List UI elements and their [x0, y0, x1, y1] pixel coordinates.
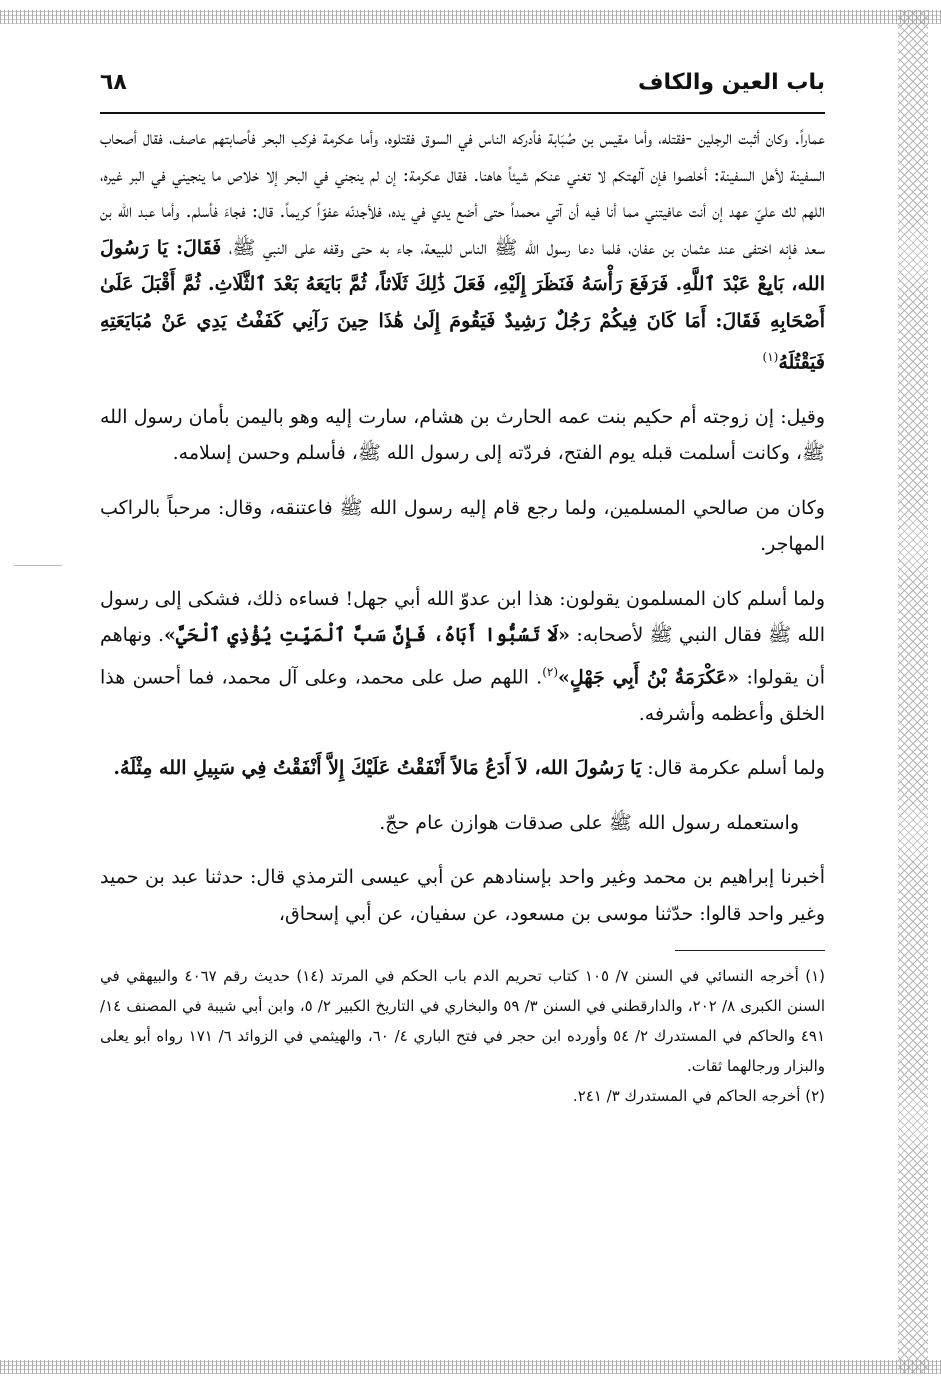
paragraph-text: ولما أسلم عكرمة قال: — [641, 757, 825, 780]
quoted-hadith-text: يَا رَسُولَ الله، لاَ أَدَعُ مَالاً أَنْفَقْتُ عَلَيْكَ إِلاَّ أَنْفَقْتُ فِي سَبِيلِ الله مِثْلَهُ. — [113, 757, 642, 780]
footnote-ref: (١) — [762, 350, 779, 364]
paragraph-text: عماراً. وكان أثبت الرجلين -فقتله، وأما مقيس بن صُبَابة فأدركه الناس في السوق فقتلوه، وأما عكرمة فركب البحر فأصابتهم عاصف، فقال أصحاب السفينة لأهل السفينة: أخلصوا فإن آلهتكم لا تغني عنكم شيئاً هاهنا. فقال عكرمة: إن لم ينجني في البحر إلا خلاص ما ينجيني في البر غيره، اللهم لك عليّ عهد إن أنت عافيتني مما أنا فيه أن آتي محمداً حتى أضع يدي في يده، فلأجدنّه عفوّاً كريماً. قال: فجاءَ فأسلم. وأما عبد الله بن سعد فإنه اختفى عند عثمان بن عفان، فلما دعا رسول الله ﷺ الناس للبيعة، جاء به حتى وقفه على النبي ﷺ، — [100, 127, 825, 259]
paragraph — [100, 581, 825, 732]
paragraph — [100, 399, 825, 472]
paragraph-text: ولما أسلم كان المسلمون يقولون: هذا ابن عدوّ الله أبي جهل! فساءه ذلك، فشكى إلى رسول الله ﷺ فقال النبي ﷺ لأصحابه: — [100, 587, 825, 647]
footnote: (١) أخرجه النسائي في السنن ٧/ ١٠٥ كتاب تحريم الدم باب الحكم في المرتد (١٤) حديث رقم ٤٠٦٧ والبيهقي في السنن الكبرى ٨/ ٢٠٢، والدارقطني في السنن ٣/ ٥٩ والبخاري في التاريخ الكبير ٢/ ٥، وابن أبي شيبة في المصنف ١٤/ ٤٩١ والحاكم في المستدرك ٢/ ٥٤ وأورده ابن حجر في فتح الباري ٤/ ٦٠، والهيثمي في الزوائد ٦/ ١٧١ رواه أبو يعلى والبزار ورجالهما ثقات. — [100, 967, 826, 1076]
decorative-border-right — [898, 10, 928, 1374]
paragraph — [100, 490, 825, 563]
header-rule — [100, 112, 825, 114]
paragraph — [100, 750, 825, 787]
decorative-border-top — [0, 10, 941, 24]
paragraph-text: واستعمله رسول الله ﷺ على صدقات هوازن عام حجّ. — [379, 811, 799, 834]
margin-mark — [14, 565, 62, 566]
running-title: باب العين والكاف — [637, 70, 825, 95]
footnote: (٢) أخرجه الحاكم في المستدرك ٣/ ٢٤١. — [572, 1087, 825, 1106]
paragraph-text: وقيل: إن زوجته أم حكيم بنت عمه الحارث بن هشام، سارت إليه وهو باليمن بأمان رسول الله ﷺ، وكانت أسلمت قبله يوم الفتح، فردّته إلى رسول الله ﷺ، فأسلم وحسن إسلامه. — [100, 405, 825, 465]
book-page — [100, 70, 825, 1111]
paragraph — [100, 805, 825, 842]
paragraph-text: أخبرنا إبراهيم بن محمد وغير واحد بإسنادهم عن أبي عيسى الترمذي قال: حدثنا عبد بن حميد وغير واحد قالوا: حدّثنا موسى بن مسعود، عن سفيان، عن أبي إسحاق، — [100, 866, 825, 925]
footnotes — [100, 961, 825, 1111]
paragraph-text: وكان من صالحي المسلمين، ولما رجع قام إليه رسول الله ﷺ فاعتنقه، وقال: مرحباً بالراكب المهاجر. — [100, 496, 825, 556]
quoted-hadith-text: «لَا تَسُبُّوا أَبَاهُ، فَإِنَّ سَبَّ ٱلْمَيِّتِ يُؤْذِي ٱلْحَيَّ» — [164, 624, 571, 647]
footnote-ref: (٢) — [542, 664, 559, 679]
decorative-border-bottom — [0, 1360, 941, 1374]
body-text — [100, 120, 825, 932]
page-header — [100, 70, 825, 110]
quoted-hadith-text: فَقَالَ: يَا رَسُولَ الله، بَايِعْ عَبْدَ ٱللَّهِ. فَرَفَعَ رَأْسَهُ فَنَظَرَ إِلَيْهِ، فَعَلَ ذَٰلِكَ ثَلَاثاً، ثُمَّ بَايَعَهُ بَعْدَ ٱلثَّلَاثِ. ثُمَّ أَقْبَلَ عَلَىٰ أَصْحَابِهِ فَقَالَ: أَمَا كَانَ فِيكُمْ رَجُلٌ رَشِيدٌ فَيَقُومَ إِلَىٰ هَٰذَا حِينَ رَآنِي كَفَفْتُ يَدِي عَنْ مُبَايَعَتِهِ فَيَقْتُلَهُ — [100, 236, 825, 374]
paragraph — [100, 120, 825, 381]
footnote-rule — [675, 950, 825, 951]
quoted-hadith-text: «عَكْرَمَةُ بْنُ أَبِي جَهْلٍ» — [558, 666, 740, 689]
paragraph — [100, 859, 825, 932]
paragraph-text: . ونهاهم أن يقولوا: — [100, 624, 825, 689]
paragraph-text: . اللهم صل على محمد، وعلى آل محمد، فما أحسن هذا الخلق وأعظمه وأشرفه. — [100, 666, 825, 725]
page-number: ٦٨ — [100, 70, 127, 95]
